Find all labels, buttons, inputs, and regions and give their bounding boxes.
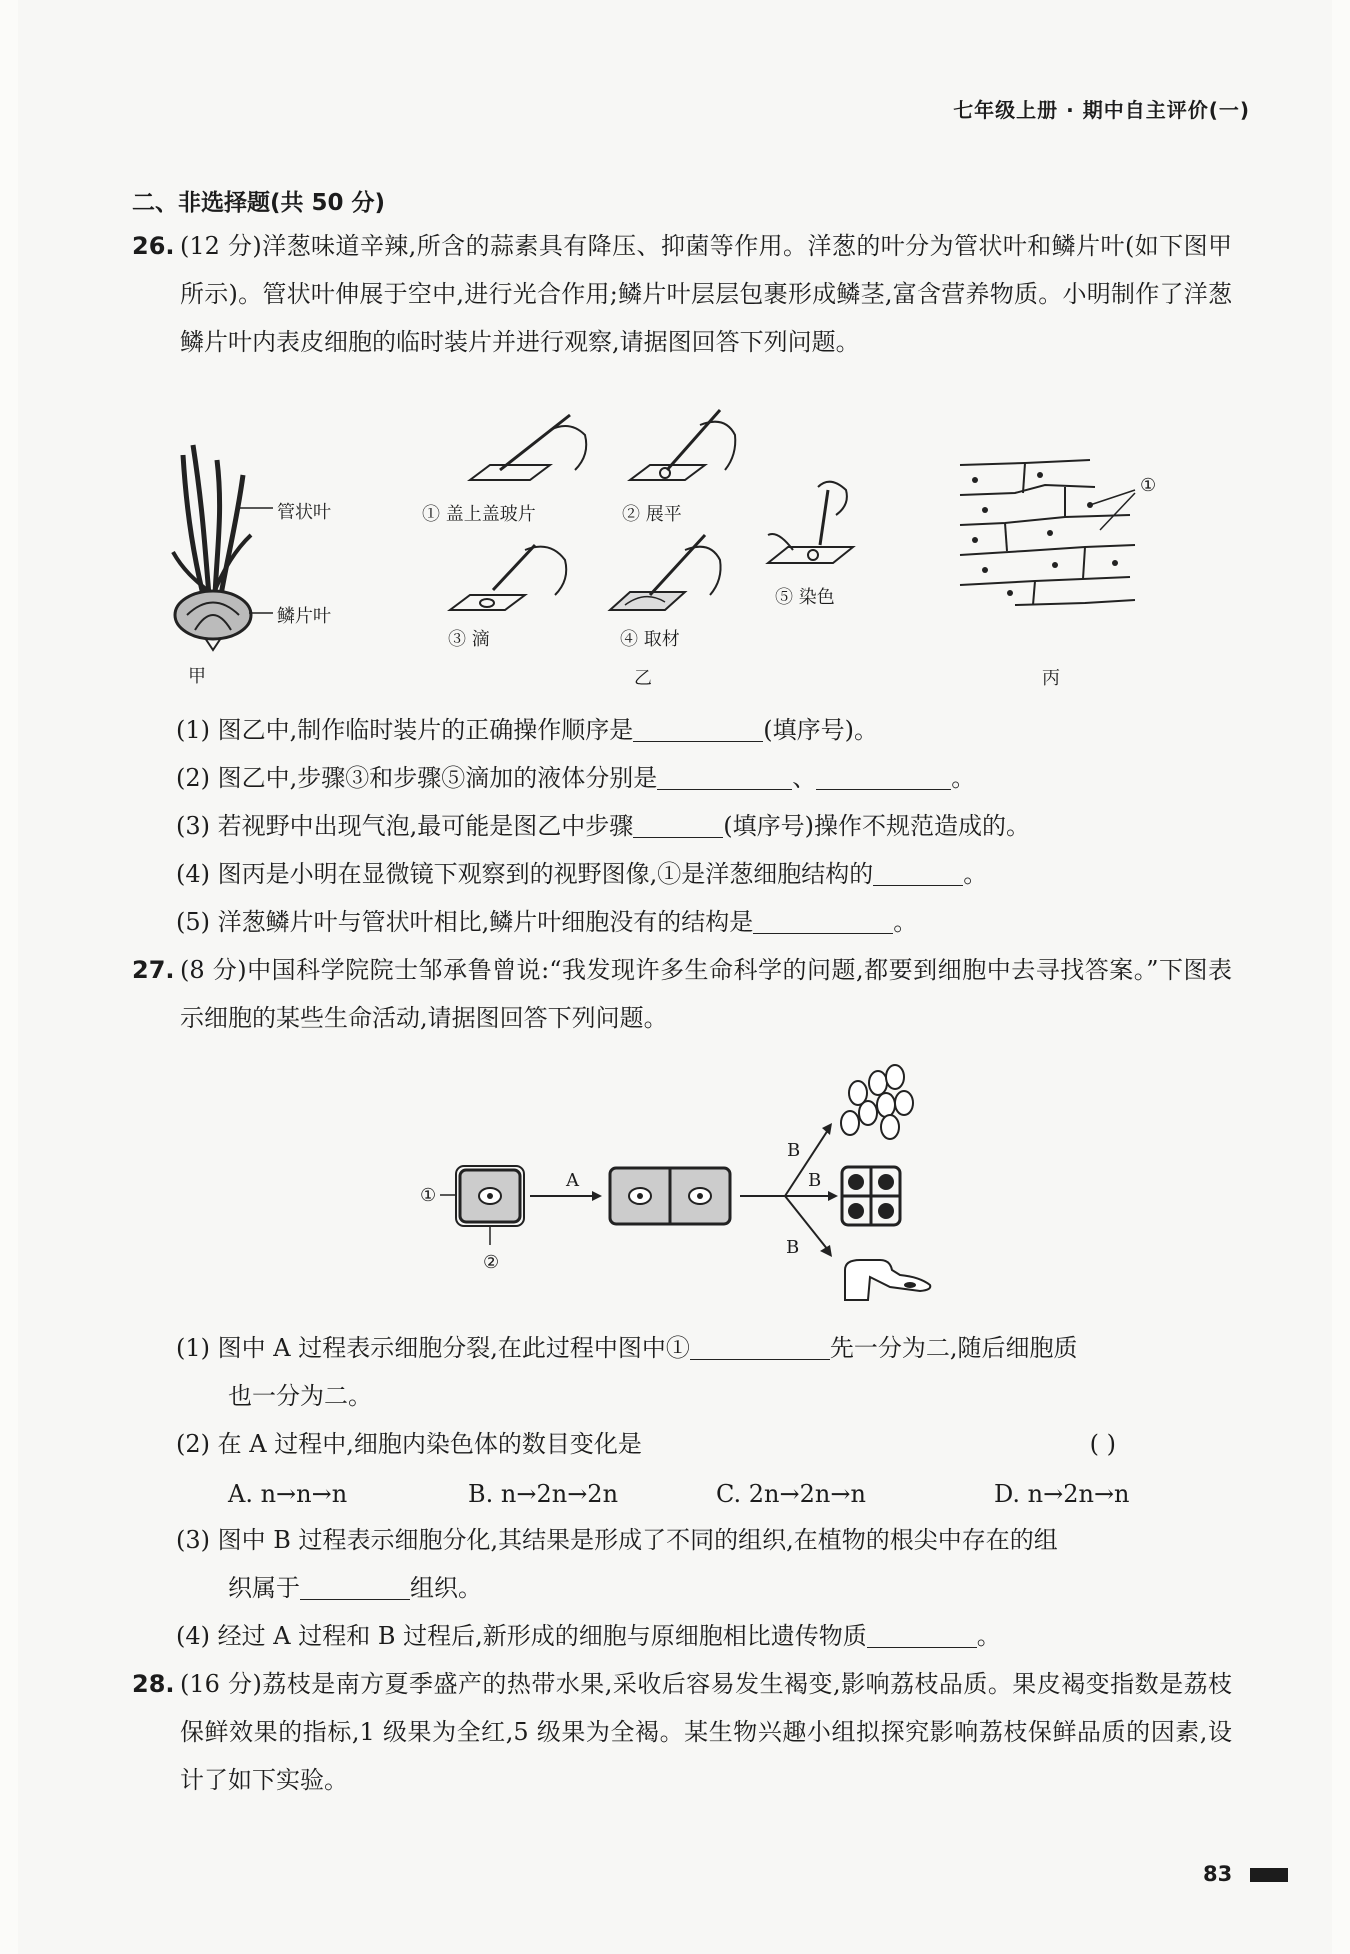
question-number: 28. — [132, 1670, 175, 1698]
section-title: 二、非选择题(共 50 分) — [132, 190, 386, 216]
answer-blank[interactable] — [657, 759, 792, 790]
step4-label: ④ 取材 — [620, 629, 680, 650]
answer-blank[interactable] — [633, 711, 763, 742]
fig27-label-b-bottom: B — [786, 1237, 800, 1258]
figure-yi-label: 乙 — [634, 668, 652, 689]
fig27-label-b-mid: B — [808, 1170, 822, 1191]
question-27 — [132, 946, 1232, 1042]
fig27-label-a: A — [566, 1170, 579, 1191]
q26-sub3: (3) 若视野中出现气泡,最可能是图乙中步骤 (填序号)操作不规范造成的。 — [176, 802, 1236, 850]
q26-sub5: (5) 洋葱鳞片叶与管状叶相比,鳞片叶细胞没有的结构是 。 — [176, 898, 1236, 946]
step5-label: ⑤ 染色 — [775, 587, 835, 608]
page-number-bar — [1250, 1868, 1288, 1882]
question-text: (8 分)中国科学院院士邹承鲁曾说:“我发现许多生命科学的问题,都要到细胞中去寻找答案。”下图表示细胞的某些生命活动,请据图回答下列问题。 — [180, 956, 1232, 1032]
q27-sub1: (1) 图中 A 过程表示细胞分裂,在此过程中图中① 先一分为二,随后细胞质 也一分为二。 — [176, 1324, 1236, 1420]
answer-blank[interactable] — [873, 855, 963, 886]
answer-blank[interactable] — [816, 759, 951, 790]
q27-sub3: (3) 图中 B 过程表示细胞分化,其结果是形成了不同的组织,在植物的根尖中存在的组 织属于 组织。 — [176, 1526, 1058, 1602]
answer-blank[interactable] — [690, 1329, 830, 1360]
question-26 — [132, 222, 1232, 366]
page-header-title: 七年级上册 · 期中自主评价(一) — [953, 98, 1250, 122]
cell-division-differentiation-figure — [420, 1065, 950, 1315]
step1-illustration — [460, 410, 600, 490]
question-text: (16 分)荔枝是南方夏季盛产的热带水果,采收后容易发生褐变,影响荔枝品质。果皮褐变指数是荔枝保鲜效果的指标,1 级果为全红,5 级果为全褐。某生物兴趣小组拟探究影响荔枝保鲜品质的因素,设计了如下实验。 — [180, 1670, 1232, 1794]
question-text: (12 分)洋葱味道辛辣,所含的蒜素具有降压、抑菌等作用。洋葱的叶分为管状叶和鳞片叶(如下图甲所示)。管状叶伸展于空中,进行光合作用;鳞片叶层层包裹形成鳞茎,富含营养物质。小明制作了洋葱鳞片叶内表皮细胞的临时装片并进行观察,请据图回答下列问题。 — [180, 232, 1232, 356]
answer-paren[interactable]: ( ) — [1089, 1430, 1116, 1458]
choice-b[interactable]: B. n→2n→2n — [468, 1480, 619, 1508]
step1-label: ① 盖上盖玻片 — [422, 504, 536, 525]
onion-plant-figure — [165, 440, 285, 655]
step5-illustration — [758, 475, 888, 570]
question-number: 27. — [132, 956, 175, 984]
answer-blank[interactable] — [867, 1617, 977, 1648]
step3-illustration — [445, 535, 575, 615]
scale-leaf-label: 鳞片叶 — [277, 606, 331, 627]
question-number: 26. — [132, 232, 175, 260]
fig27-marker-2: ② — [483, 1252, 500, 1273]
fig27-label-b-top: B — [787, 1140, 801, 1161]
figure-bing-label: 丙 — [1042, 668, 1060, 689]
q27-sub2: (2) 在 A 过程中,细胞内染色体的数目变化是 ( ) — [176, 1420, 1236, 1468]
q26-sub4: (4) 图丙是小明在显微镜下观察到的视野图像,①是洋葱细胞结构的 。 — [176, 850, 1236, 898]
onion-cells-micrograph — [955, 455, 1135, 615]
answer-blank[interactable] — [300, 1569, 410, 1600]
step2-illustration — [625, 405, 755, 490]
q26-sub1: (1) 图乙中,制作临时装片的正确操作顺序是 (填序号)。 — [176, 706, 1236, 754]
figure-jia-label: 甲 — [188, 666, 206, 687]
fig27-marker-1: ① — [420, 1185, 437, 1206]
choice-d[interactable]: D. n→2n→n — [994, 1480, 1130, 1508]
step4-illustration — [605, 530, 735, 615]
answer-blank[interactable] — [753, 903, 893, 934]
step3-label: ③ 滴 — [448, 629, 490, 650]
tube-leaf-label: 管状叶 — [277, 502, 331, 523]
step2-label: ② 展平 — [622, 504, 682, 525]
question-28 — [132, 1660, 1232, 1804]
page-number: 83 — [1203, 1862, 1233, 1886]
answer-blank[interactable] — [633, 807, 723, 838]
choice-a[interactable]: A. n→n→n — [228, 1480, 348, 1508]
q27-sub4: (4) 经过 A 过程和 B 过程后,新形成的细胞与原细胞相比遗传物质 。 — [176, 1612, 1236, 1660]
choice-c[interactable]: C. 2n→2n→n — [716, 1480, 866, 1508]
bing-marker-1: ① — [1140, 475, 1157, 496]
q26-sub2: (2) 图乙中,步骤③和步骤⑤滴加的液体分别是 、 。 — [176, 754, 1236, 802]
